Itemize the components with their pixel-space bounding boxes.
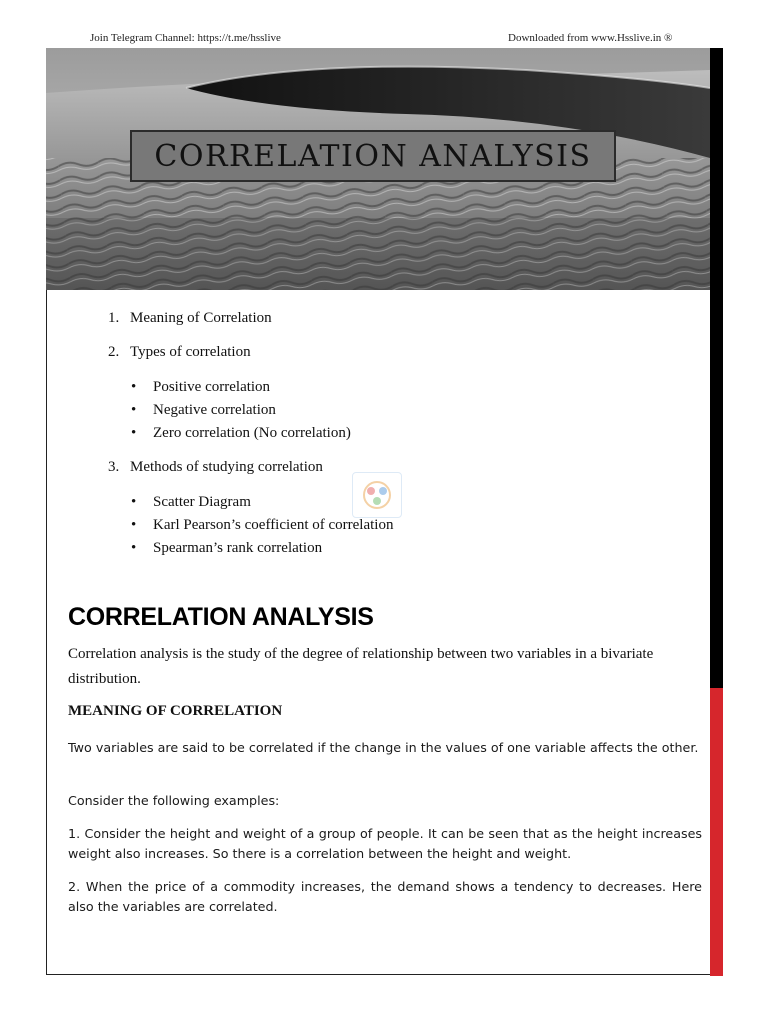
bullet-text: Positive correlation bbox=[153, 379, 271, 395]
outline-number: 1. bbox=[108, 310, 120, 326]
outline-item-1 bbox=[108, 310, 272, 327]
intro-paragraph: Correlation analysis is the study of the degree of relationship between two variables in a bivariate distribution. bbox=[68, 646, 654, 687]
outline-item-2 bbox=[108, 344, 251, 361]
outline-number: 2. bbox=[108, 344, 120, 360]
bullet-item bbox=[131, 402, 276, 419]
watermark-logo-icon bbox=[352, 472, 402, 518]
sidebar-stripe-red bbox=[710, 688, 723, 976]
outline-number: 3. bbox=[108, 459, 120, 475]
paragraph-examples-intro: Consider the following examples: bbox=[68, 793, 280, 808]
outline-label: Types of correlation bbox=[130, 344, 251, 360]
bullet-item bbox=[131, 379, 270, 396]
outline-label: Methods of studying correlation bbox=[130, 459, 323, 475]
section-heading: CORRELATION ANALYSIS bbox=[68, 603, 374, 631]
bullet-text: Zero correlation (No correlation) bbox=[153, 425, 351, 441]
outline-label: Meaning of Correlation bbox=[130, 310, 272, 326]
bullet-text: Spearman’s rank correlation bbox=[153, 540, 323, 556]
paragraph-example-2: 2. When the price of a commodity increases, the demand shows a tendency to decreases. Here also the variables are correlated. bbox=[68, 879, 702, 914]
bullet-item bbox=[131, 540, 322, 557]
bullet-item bbox=[131, 517, 393, 534]
header-download-note: Downloaded from www.Hsslive.in ® bbox=[508, 32, 673, 44]
subheading-meaning: MEANING OF CORRELATION bbox=[68, 703, 283, 719]
bullet-item bbox=[131, 425, 351, 442]
paragraph-definition: Two variables are said to be correlated if the change in the values of one variable affects the other. bbox=[68, 740, 699, 755]
banner-title: CORRELATION ANALYSIS bbox=[154, 138, 592, 174]
sidebar-stripe-black bbox=[710, 48, 723, 688]
bullet-item bbox=[131, 494, 251, 511]
outline-item-3 bbox=[108, 459, 323, 476]
bullet-text: Karl Pearson’s coefficient of correlation bbox=[153, 517, 394, 533]
bullet-text: Scatter Diagram bbox=[153, 494, 251, 510]
paragraph-example-1: 1. Consider the height and weight of a group of people. It can be seen that as the height increases weight also increases. So there is a correlation between the height and weight. bbox=[68, 826, 702, 861]
header-telegram-note: Join Telegram Channel: https://t.me/hsslive bbox=[90, 32, 281, 44]
bullet-text: Negative correlation bbox=[153, 402, 276, 418]
title-banner bbox=[130, 130, 616, 182]
